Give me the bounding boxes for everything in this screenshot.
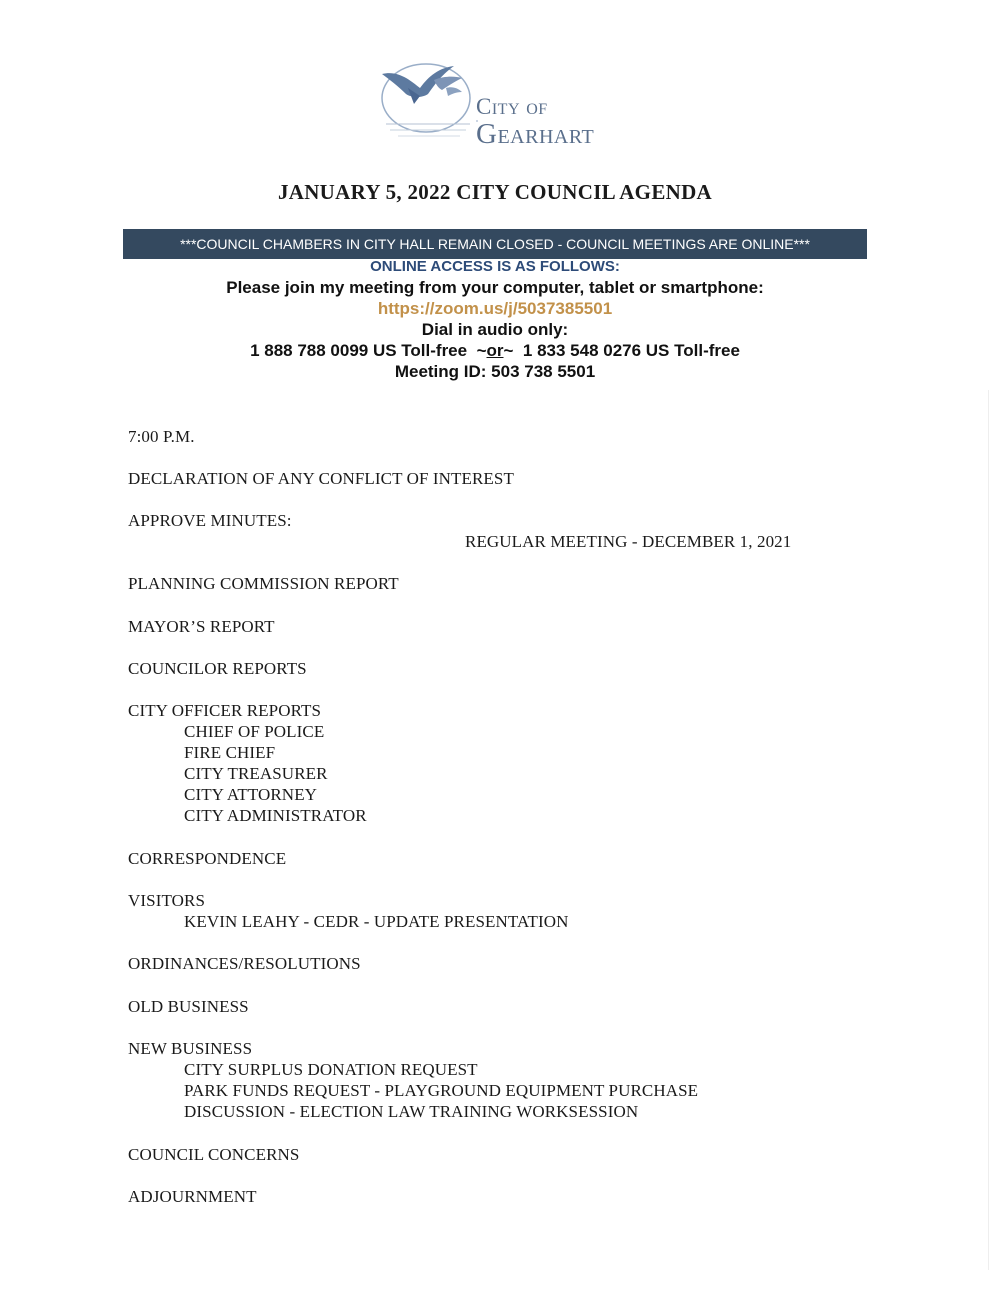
officer-city-administrator: CITY ADMINISTRATOR (184, 806, 367, 825)
visitor-item: KEVIN LEAHY - CEDR - UPDATE PRESENTATION (184, 912, 569, 931)
agenda-mayor-report: MAYOR’S REPORT (128, 617, 275, 636)
phone-numbers (0, 341, 990, 361)
meeting-time: 7:00 P.M. (128, 427, 195, 446)
agenda-councilor-reports: COUNCILOR REPORTS (128, 659, 307, 678)
agenda-planning-commission: PLANNING COMMISSION REPORT (128, 574, 399, 593)
or-prefix: ~ (476, 341, 487, 360)
officer-city-treasurer: CITY TREASURER (184, 764, 328, 783)
agenda-old-business: OLD BUSINESS (128, 997, 249, 1016)
or-separator: or (486, 341, 504, 360)
zoom-link[interactable]: https://zoom.us/j/5037385501 (377, 299, 613, 318)
seagull-logo-icon (378, 58, 478, 158)
agenda-correspondence: CORRESPONDENCE (128, 849, 287, 868)
officer-chief-of-police: CHIEF OF POLICE (184, 722, 325, 741)
agenda-city-officer-reports: CITY OFFICER REPORTS (128, 701, 322, 720)
officer-fire-chief: FIRE CHIEF (184, 743, 276, 762)
city-logo (378, 58, 618, 158)
new-business-item: CITY SURPLUS DONATION REQUEST (184, 1060, 478, 1079)
new-business-item: PARK FUNDS REQUEST - PLAYGROUND EQUIPMENT PURCHASE (184, 1081, 699, 1100)
minutes-regular-meeting: REGULAR MEETING - DECEMBER 1, 2021 (465, 532, 792, 551)
agenda-ordinances-resolutions: ORDINANCES/RESOLUTIONS (128, 954, 361, 973)
page-title: JANUARY 5, 2022 CITY COUNCIL AGENDA (277, 180, 713, 204)
phone-number-2: 1 833 548 0276 US Toll-free (522, 341, 740, 360)
agenda-adjournment: ADJOURNMENT (128, 1187, 257, 1206)
new-business-item: DISCUSSION - ELECTION LAW TRAINING WORKSESSION (184, 1102, 639, 1121)
agenda-visitors: VISITORS (128, 891, 206, 910)
logo-name-text: Gearhart (476, 118, 595, 150)
agenda-council-concerns: COUNCIL CONCERNS (128, 1145, 300, 1164)
agenda-new-business: NEW BUSINESS (128, 1039, 253, 1058)
online-access-heading: ONLINE ACCESS IS AS FOLLOWS: (370, 258, 620, 275)
or-suffix: ~ (503, 341, 514, 360)
meeting-id: Meeting ID: 503 738 5501 (394, 362, 596, 381)
phone-number-1: 1 888 788 0099 US Toll-free (250, 341, 468, 360)
closure-banner: ***COUNCIL CHAMBERS IN CITY HALL REMAIN CLOSED - COUNCIL MEETINGS ARE ONLINE*** (123, 229, 867, 259)
join-instructions: Please join my meeting from your computer, tablet or smartphone: (226, 278, 764, 297)
scan-edge-line (988, 390, 989, 1270)
dial-in-label: Dial in audio only: (421, 320, 569, 339)
officer-city-attorney: CITY ATTORNEY (184, 785, 318, 804)
logo-city-text: City of (476, 94, 548, 119)
agenda-conflict-of-interest: DECLARATION OF ANY CONFLICT OF INTEREST (128, 469, 514, 488)
agenda-approve-minutes: APPROVE MINUTES: (128, 511, 292, 530)
